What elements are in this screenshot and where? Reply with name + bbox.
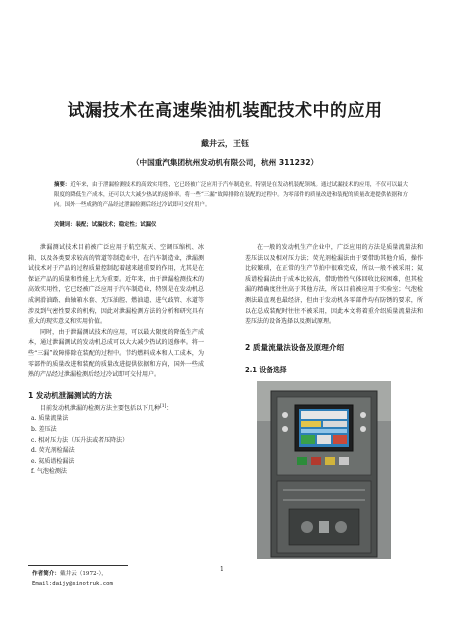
footnote-label: 作者简介： <box>32 571 60 577</box>
keywords <box>54 220 408 230</box>
section-1-intro-text: 目前发动机泄漏的检测方法主要包括以下几种 <box>40 404 161 412</box>
right-paragraph-1: 在一般的发动机生产企业中，广泛应用的方法是质量流量法和差压法以及相对压力法；荧光剂检漏法由于要借助其他介质，操作比较繁琐，在正常的生产节拍中很难完成，所以一般不被采用；氦质谱检漏法由于成本比较高，借助惰性气体回收比较困难，但其检漏的精确度往往高于其他方法，所以目前被应用于实验室；气泡检测法最直观也最经济，但由于发动机各零部件均有防锈的要求，所以在总成装配时往往不被采用，因此本文将着重介绍质量流量法和差压法的设备选择以及测试原理。 <box>245 244 423 326</box>
abstract-text: 近年来，由于泄漏检测技术的高效实用性，它已经被广泛应用于汽车制造业，特别是在发动机装配领域。通过试漏技术的应用，不仅可以最大限度的降低生产成本，还可以大大减少热试的返修率。将一些“三漏”故障排除在装配的过程中。为零部件的质量改进和装配的质量改进提供依据和方向。国外一些成熟的产品经过泄漏检测后经过冷试即可交付用户。 <box>54 182 408 208</box>
keywords-label: 关键词： <box>54 222 76 228</box>
paper-affiliation: （中国重汽集团杭州发动机有限公司，杭州 311232） <box>131 158 319 167</box>
list-item: c. 相对压力法（压升法或者压降法） <box>31 436 129 444</box>
method-list <box>28 414 204 478</box>
list-item: f. 气泡检测法 <box>31 468 67 476</box>
section-1-intro-end: ： <box>166 404 173 412</box>
author-footnote <box>32 569 182 589</box>
footnote-author: 戴井云（1972-）， <box>59 571 107 577</box>
section-1-heading: 1 发动机泄漏测试的方法 <box>28 390 112 400</box>
left-column <box>28 243 204 478</box>
paper-authors: 戴井云，王钰 <box>201 139 249 148</box>
paper-title: 试漏技术在高速柴油机装配技术中的应用 <box>67 101 383 121</box>
intro-paragraph-2: 同时，由于泄漏测试技术的应用，可以最大限度的降低生产成本，通过泄漏测试的发动机总成可以大大减少热试的返修率。将一些“三漏”故障排除在装配的过程中。节约燃料成本和人工成本，为零部件的质量改进和装配的质量改进提供依据和方向，国外一些成熟的产品经过泄漏检测后经过冷试即可交付用户。 <box>28 328 204 379</box>
abstract <box>54 180 408 210</box>
leak-tester-illustration <box>257 381 391 559</box>
page-number: 1 <box>220 566 224 573</box>
equipment-photo <box>257 381 391 559</box>
footnote-email: Email:daijy@sinotruk.com <box>32 581 113 587</box>
abstract-label: 摘要： <box>54 182 71 188</box>
list-item: b. 差压法 <box>31 425 57 433</box>
citation-ref: [1] <box>160 403 167 409</box>
list-item: d. 荧光剂检漏法 <box>31 447 75 455</box>
section-1-intro <box>28 404 204 415</box>
list-item: e. 氦质谱检漏法 <box>31 457 75 465</box>
footnote-divider <box>28 565 128 566</box>
list-item: a. 质量流量法 <box>31 415 69 423</box>
keywords-values: 装配；试漏技术；稳定性；试漏仪 <box>75 222 157 228</box>
right-column <box>245 243 423 559</box>
section-2-heading: 2 质量流量法设备及原理介绍 <box>245 342 345 352</box>
intro-paragraph-1: 泄漏测试技术目前被广泛应用于航空航天、空调压缩机、冰箱、以及各类要求较高的管道等制造业中，在汽车制造业，泄漏测试技术对于产品的过程质量控制起着越来越重要的作用，尤其是在保证产品的质量和性能上尤为重要。近年来，由于泄漏检测技术的高效实用性，它已经被广泛应用于汽车制造业，特别是在发动机总成润滑油路、曲轴箱水套、无压油腔、燃油道、进气歧管、水道等涉及到气密性要求的机构，因此对泄漏检测方法的分析和研究具有重大的现实意义和实用价值。 <box>28 244 204 326</box>
section-2-1-heading: 2.1 设备选择 <box>245 365 287 374</box>
